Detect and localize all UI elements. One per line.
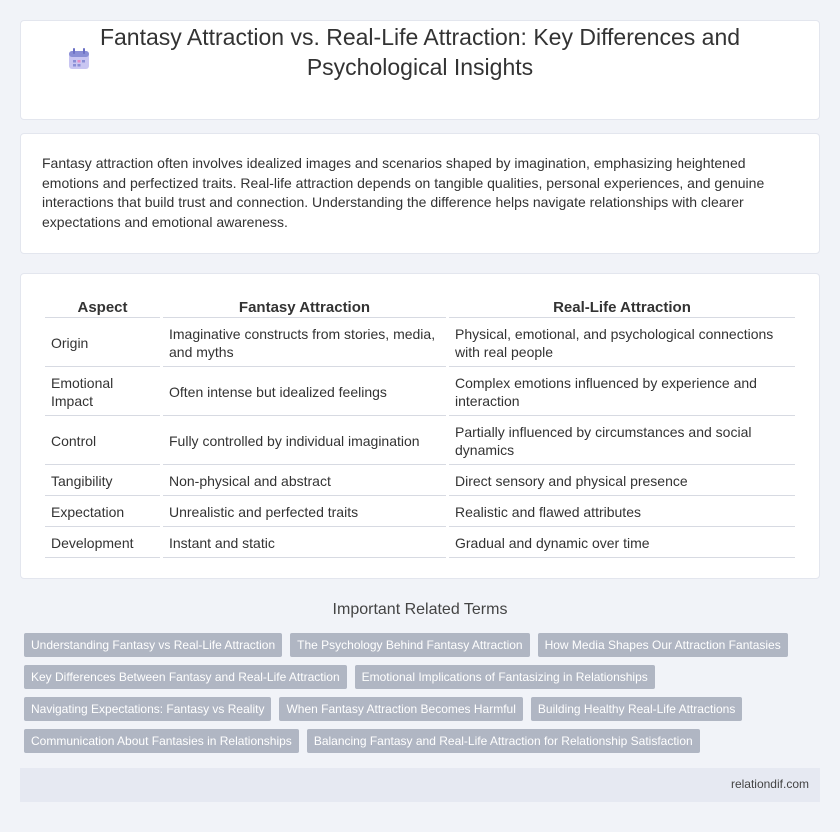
table-row [45,416,795,465]
table-cell-fantasy: Unrealistic and perfected traits [163,496,446,527]
table-row [45,318,795,367]
intro-card [20,133,820,254]
tag-row [24,633,814,657]
tag-row [24,729,814,753]
related-terms-heading: Important Related Terms [332,601,508,618]
table-cell-aspect: Emotional Impact [45,367,160,416]
table-cell-fantasy: Non-physical and abstract [163,465,446,496]
related-term-tag[interactable]: Navigating Expectations: Fantasy vs Reality [24,697,271,721]
related-term-tag[interactable]: How Media Shapes Our Attraction Fantasies [538,633,788,657]
related-term-tag[interactable]: The Psychology Behind Fantasy Attraction [290,633,529,657]
table-cell-aspect: Tangibility [45,465,160,496]
related-term-tag[interactable]: Communication About Fantasies in Relationships [24,729,299,753]
table-cell-real-life: Physical, emotional, and psychological connections with real people [449,318,795,367]
table-cell-real-life: Realistic and flawed attributes [449,496,795,527]
column-header-real-life: Real-Life Attraction [449,295,795,318]
table-cell-aspect: Expectation [45,496,160,527]
table-header-row [45,295,795,318]
table-row [45,527,795,558]
related-term-tag[interactable]: Understanding Fantasy vs Real-Life Attraction [24,633,282,657]
table-cell-aspect: Origin [45,318,160,367]
table-cell-fantasy: Imaginative constructs from stories, media, and myths [163,318,446,367]
table-row [45,496,795,527]
tag-row [24,697,814,721]
intro-paragraph: Fantasy attraction often involves idealized images and scenarios shaped by imagination, emphasizing heightened emotions and perfectized traits. Real-life attraction depends on tangible qualities, personal experiences, and genuine interactions that build trust and connection. Understanding the difference helps navigate relationships with clearer expectations and emotional awareness. [42,155,765,230]
table-cell-real-life: Direct sensory and physical presence [449,465,795,496]
related-term-tag[interactable]: Balancing Fantasy and Real-Life Attraction for Relationship Satisfaction [307,729,700,753]
table-cell-fantasy: Fully controlled by individual imagination [163,416,446,465]
table-cell-real-life: Gradual and dynamic over time [449,527,795,558]
related-term-tag[interactable]: Emotional Implications of Fantasizing in Relationships [355,665,655,689]
tag-row [24,665,814,689]
table-cell-fantasy: Instant and static [163,527,446,558]
related-terms-list [24,633,814,761]
table-cell-real-life: Complex emotions influenced by experience and interaction [449,367,795,416]
column-header-aspect: Aspect [45,295,160,318]
footer [20,768,820,802]
footer-site-link[interactable]: relationdif.com [730,777,809,791]
table-row [45,367,795,416]
comparison-card [20,273,820,579]
related-term-tag[interactable]: Key Differences Between Fantasy and Real-Life Attraction [24,665,347,689]
table-row [45,465,795,496]
comparison-table [42,295,798,558]
column-header-fantasy: Fantasy Attraction [163,295,446,318]
table-cell-aspect: Development [45,527,160,558]
table-cell-real-life: Partially influenced by circumstances and social dynamics [449,416,795,465]
table-cell-aspect: Control [45,416,160,465]
related-term-tag[interactable]: When Fantasy Attraction Becomes Harmful [279,697,522,721]
related-term-tag[interactable]: Building Healthy Real-Life Attractions [531,697,742,721]
table-cell-fantasy: Often intense but idealized feelings [163,367,446,416]
page-title: Fantasy Attraction vs. Real-Life Attraction: Key Differences and Psychological Insights [99,24,741,80]
